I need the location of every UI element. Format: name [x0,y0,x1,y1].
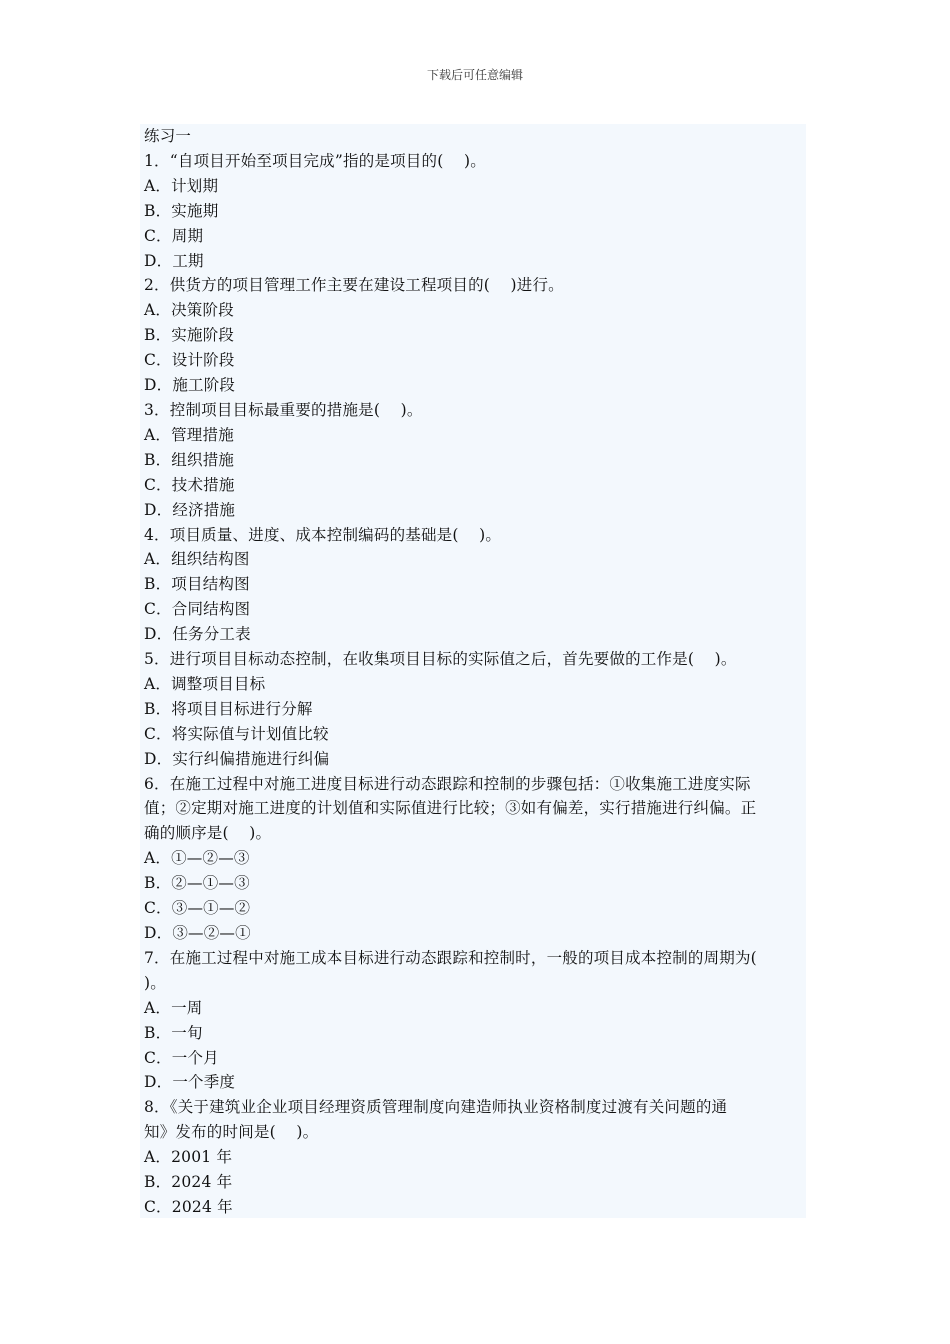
answer-option: B．2024 年 [144,1173,233,1192]
answer-option: D．一个季度 [144,1073,236,1092]
question-block [144,149,806,274]
answer-option: A．计划期 [144,176,219,195]
question-stem-line: 7．在施工过程中对施工成本目标进行动态跟踪和控制时，一般的项目成本控制的周期为( [144,948,757,967]
question-stem-line: 8．《关于建筑业企业项目经理资质管理制度向建造师执业资格制度过渡有关问题的通 [144,1098,728,1117]
answer-option: D．施工阶段 [144,376,236,395]
answer-option: C．一个月 [144,1048,219,1067]
answer-option: A．调整项目目标 [144,674,266,693]
question-block [144,273,806,398]
answer-option: D．实行纠偏措施进行纠偏 [144,749,330,768]
answer-option: A．决策阶段 [144,301,234,320]
answer-option: D．经济措施 [144,500,236,519]
answer-option: B．将项目目标进行分解 [144,699,313,718]
answer-option: C．设计阶段 [144,351,235,370]
question-list [144,149,806,1220]
question-stem-line: 4．项目质量、进度、成本控制编码的基础是( )。 [144,525,502,544]
question-block [144,523,806,648]
answer-option: D．③—②—① [144,924,251,942]
answer-option: C．周期 [144,226,204,245]
answer-option: B．组织措施 [144,450,235,469]
answer-option: B．一旬 [144,1023,203,1042]
answer-option: B．项目结构图 [144,575,250,594]
question-stem-line: 3．控制项目目标最重要的措施是( )。 [144,400,423,419]
question-stem-line: 确的顺序是( )。 [144,824,272,843]
answer-option: C．将实际值与计划值比较 [144,724,329,743]
answer-option: A．①—②—③ [144,849,250,868]
question-stem-line: 1．“自项目开始至项目完成”指的是项目的( )。 [144,151,486,170]
answer-option: B．实施阶段 [144,326,235,345]
answer-option: B．实施期 [144,201,219,220]
answer-option: D．任务分工表 [144,625,251,644]
exercise-content [140,124,806,1218]
question-stem-line: 值；②定期对施工进度的计划值和实际值进行比较；③如有偏差，实行措施进行纠偏。正 [144,799,757,818]
section-title: 练习一 [144,127,192,145]
question-block [144,1095,806,1220]
answer-option: B．②—①—③ [144,874,250,893]
answer-option: C．技术措施 [144,475,235,494]
question-stem-line: 6．在施工过程中对施工进度目标进行动态跟踪和控制的步骤包括：①收集施工进度实际 [144,774,751,793]
question-stem-line: 知》发布的时间是( )。 [144,1123,319,1142]
answer-option: C．合同结构图 [144,600,251,619]
question-block [144,946,806,1095]
answer-option: C．③—①—② [144,899,251,918]
answer-option: C．2024 年 [144,1197,233,1216]
question-block [144,398,806,523]
question-block [144,647,806,772]
question-stem-line: 5．进行项目目标动态控制，在收集项目目标的实际值之后，首先要做的工作是( )。 [144,650,737,669]
answer-option: D．工期 [144,251,204,270]
answer-option: A．组织结构图 [144,550,250,569]
answer-option: A．一周 [144,998,203,1017]
page-header: 下载后可任意编辑 [426,68,523,82]
question-stem-line: )。 [144,973,166,992]
question-stem-line: 2．供货方的项目管理工作主要在建设工程项目的( )进行。 [144,276,564,295]
answer-option: A．管理措施 [144,425,234,444]
question-block [144,772,806,946]
answer-option: A．2001 年 [144,1148,233,1167]
